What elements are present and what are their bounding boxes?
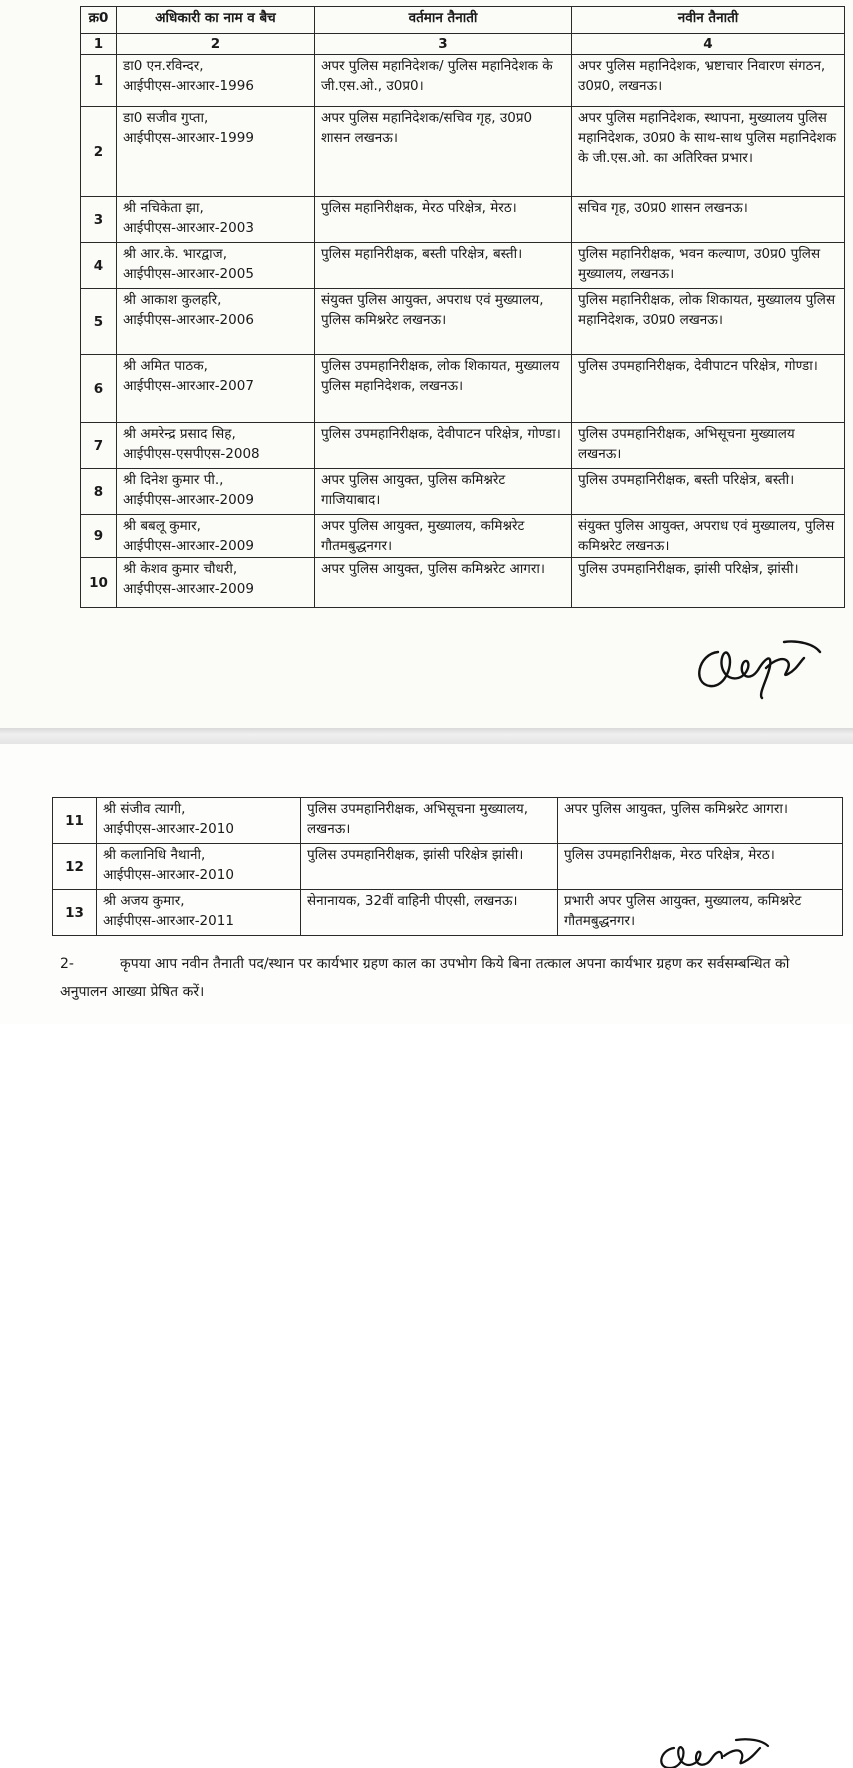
officer-name: श्री कलानिधि नैथानी, <box>103 847 206 863</box>
paragraph-number: 2- <box>60 956 74 972</box>
officer-batch: आईपीएस-आरआर-2010 <box>103 821 234 837</box>
officer-batch: आईपीएस-आरआर-2003 <box>123 220 254 236</box>
signature-image <box>688 622 828 702</box>
index-cell: 3 <box>315 34 572 55</box>
new-posting-cell: सचिव गृह, उ0प्र0 शासन लखनऊ। <box>572 197 845 243</box>
table-row <box>81 423 845 469</box>
officer-cell <box>117 355 315 423</box>
header-officer-name: अधिकारी का नाम व बैच <box>117 7 315 34</box>
current-posting-cell: अपर पुलिस आयुक्त, पुलिस कमिश्नरेट गाजियाबाद। <box>315 469 572 515</box>
table-row <box>53 890 843 936</box>
officer-name: डा0 एन.रविन्दर, <box>123 58 204 74</box>
current-posting-cell: अपर पुलिस महानिदेशक/सचिव गृह, उ0प्र0 शासन लखनऊ। <box>315 107 572 197</box>
serial-cell: 9 <box>81 515 117 558</box>
new-posting-cell: संयुक्त पुलिस आयुक्त, अपराध एवं मुख्यालय, पुलिस कमिश्नरेट लखनऊ। <box>572 515 845 558</box>
officer-batch: आईपीएस-आरआर-1996 <box>123 78 254 94</box>
new-posting-cell: पुलिस महानिरीक्षक, लोक शिकायत, मुख्यालय पुलिस महानिदेशक, उ0प्र0 लखनऊ। <box>572 289 845 355</box>
new-posting-cell: पुलिस उपमहानिरीक्षक, अभिसूचना मुख्यालय लखनऊ। <box>572 423 845 469</box>
table-row <box>53 844 843 890</box>
table-row <box>53 798 843 844</box>
instruction-paragraph <box>60 950 840 1006</box>
current-posting-cell: पुलिस उपमहानिरीक्षक, देवीपाटन परिक्षेत्र, गोण्डा। <box>315 423 572 469</box>
officer-batch: आईपीएस-आरआर-2010 <box>103 867 234 883</box>
current-posting-cell: अपर पुलिस महानिदेशक/ पुलिस महानिदेशक के जी.एस.ओ., उ0प्र0। <box>315 55 572 107</box>
index-cell: 4 <box>572 34 845 55</box>
officer-name: श्री अमित पाठक, <box>123 358 208 374</box>
page-separator <box>0 728 853 744</box>
officer-cell <box>117 55 315 107</box>
officer-cell <box>117 289 315 355</box>
table-row <box>81 107 845 197</box>
signature-image <box>652 1734 772 1768</box>
new-posting-cell: पुलिस महानिरीक्षक, भवन कल्याण, उ0प्र0 पुलिस मुख्यालय, लखनऊ। <box>572 243 845 289</box>
officer-name: श्री अजय कुमार, <box>103 893 185 909</box>
table-header-row <box>81 7 845 34</box>
officer-batch: आईपीएस-आरआर-2006 <box>123 312 254 328</box>
officer-batch: आईपीएस-आरआर-2005 <box>123 266 254 282</box>
current-posting-cell: अपर पुलिस आयुक्त, पुलिस कमिश्नरेट आगरा। <box>315 558 572 608</box>
transfer-table <box>80 6 845 608</box>
serial-cell: 10 <box>81 558 117 608</box>
officer-cell <box>117 197 315 243</box>
current-posting-cell: पुलिस उपमहानिरीक्षक, झांसी परिक्षेत्र झांसी। <box>301 844 558 890</box>
officer-cell <box>97 798 301 844</box>
header-serial: क्र0 <box>81 7 117 34</box>
table-row <box>81 515 845 558</box>
page-one <box>0 0 853 728</box>
new-posting-cell: पुलिस उपमहानिरीक्षक, बस्ती परिक्षेत्र, बस्ती। <box>572 469 845 515</box>
new-posting-cell: पुलिस उपमहानिरीक्षक, देवीपाटन परिक्षेत्र, गोण्डा। <box>572 355 845 423</box>
index-cell: 1 <box>81 34 117 55</box>
officer-batch: आईपीएस-आरआर-2007 <box>123 378 254 394</box>
officer-batch: आईपीएस-आरआर-1999 <box>123 130 254 146</box>
officer-cell <box>97 844 301 890</box>
current-posting-cell: सेनानायक, 32वीं वाहिनी पीएसी, लखनऊ। <box>301 890 558 936</box>
officer-cell <box>117 107 315 197</box>
index-cell: 2 <box>117 34 315 55</box>
officer-batch: आईपीएस-आरआर-2009 <box>123 492 254 508</box>
officer-batch: आईपीएस-आरआर-2009 <box>123 581 254 597</box>
serial-cell: 1 <box>81 55 117 107</box>
current-posting-cell: पुलिस महानिरीक्षक, बस्ती परिक्षेत्र, बस्ती। <box>315 243 572 289</box>
new-posting-cell: पुलिस उपमहानिरीक्षक, मेरठ परिक्षेत्र, मेरठ। <box>558 844 843 890</box>
officer-batch: आईपीएस-आरआर-2011 <box>103 913 234 929</box>
header-new-posting: नवीन तैनाती <box>572 7 845 34</box>
transfer-table-continued <box>52 797 843 936</box>
serial-cell: 6 <box>81 355 117 423</box>
officer-cell <box>117 469 315 515</box>
officer-batch: आईपीएस-आरआर-2009 <box>123 538 254 554</box>
officer-name: श्री केशव कुमार चौधरी, <box>123 561 238 577</box>
serial-cell: 12 <box>53 844 97 890</box>
serial-cell: 13 <box>53 890 97 936</box>
column-index-row <box>81 34 845 55</box>
serial-cell: 7 <box>81 423 117 469</box>
paragraph-text: कृपया आप नवीन तैनाती पद/स्थान पर कार्यभार ग्रहण काल का उपभोग किये बिना तत्काल अपना कार्यभार ग्रहण कर सर्वसम्बन्धित को अनुपालन आख्या प्रेषित करें। <box>60 956 790 1000</box>
officer-name: श्री बबलू कुमार, <box>123 518 201 534</box>
serial-cell: 2 <box>81 107 117 197</box>
page-two <box>0 744 853 1024</box>
table-row <box>81 55 845 107</box>
new-posting-cell: प्रभारी अपर पुलिस आयुक्त, मुख्यालय, कमिश्नरेट गौतमबुद्धनगर। <box>558 890 843 936</box>
current-posting-cell: पुलिस उपमहानिरीक्षक, अभिसूचना मुख्यालय, लखनऊ। <box>301 798 558 844</box>
officer-cell <box>97 890 301 936</box>
current-posting-cell: पुलिस महानिरीक्षक, मेरठ परिक्षेत्र, मेरठ। <box>315 197 572 243</box>
current-posting-cell: पुलिस उपमहानिरीक्षक, लोक शिकायत, मुख्यालय पुलिस महानिदेशक, लखनऊ। <box>315 355 572 423</box>
officer-batch: आईपीएस-एसपीएस-2008 <box>123 446 260 462</box>
table-row <box>81 558 845 608</box>
new-posting-cell: पुलिस उपमहानिरीक्षक, झांसी परिक्षेत्र, झांसी। <box>572 558 845 608</box>
header-current-posting: वर्तमान तैनाती <box>315 7 572 34</box>
table-row <box>81 289 845 355</box>
serial-cell: 4 <box>81 243 117 289</box>
officer-cell <box>117 558 315 608</box>
officer-name: श्री नचिकेता झा, <box>123 200 204 216</box>
officer-cell <box>117 423 315 469</box>
officer-name: श्री आर.के. भारद्वाज, <box>123 246 227 262</box>
officer-name: श्री दिनेश कुमार पी., <box>123 472 224 488</box>
new-posting-cell: अपर पुलिस आयुक्त, पुलिस कमिश्नरेट आगरा। <box>558 798 843 844</box>
serial-cell: 3 <box>81 197 117 243</box>
officer-cell <box>117 243 315 289</box>
table-row <box>81 469 845 515</box>
new-posting-cell: अपर पुलिस महानिदेशक, भ्रष्टाचार निवारण संगठन, उ0प्र0, लखनऊ। <box>572 55 845 107</box>
current-posting-cell: संयुक्त पुलिस आयुक्त, अपराध एवं मुख्यालय, पुलिस कमिश्नरेट लखनऊ। <box>315 289 572 355</box>
new-posting-cell: अपर पुलिस महानिदेशक, स्थापना, मुख्यालय पुलिस महानिदेशक, उ0प्र0 के साथ-साथ पुलिस महानिदेशक के जी.एस.ओ. का अतिरिक्त प्रभार। <box>572 107 845 197</box>
officer-cell <box>117 515 315 558</box>
serial-cell: 8 <box>81 469 117 515</box>
officer-name: डा0 सजीव गुप्ता, <box>123 110 209 126</box>
table-row <box>81 355 845 423</box>
table-row <box>81 197 845 243</box>
table-row <box>81 243 845 289</box>
serial-cell: 11 <box>53 798 97 844</box>
officer-name: श्री आकाश कुलहरि, <box>123 292 222 308</box>
officer-name: श्री अमरेन्द्र प्रसाद सिह, <box>123 426 236 442</box>
serial-cell: 5 <box>81 289 117 355</box>
officer-name: श्री संजीव त्यागी, <box>103 801 186 817</box>
current-posting-cell: अपर पुलिस आयुक्त, मुख्यालय, कमिश्नरेट गौतमबुद्धनगर। <box>315 515 572 558</box>
